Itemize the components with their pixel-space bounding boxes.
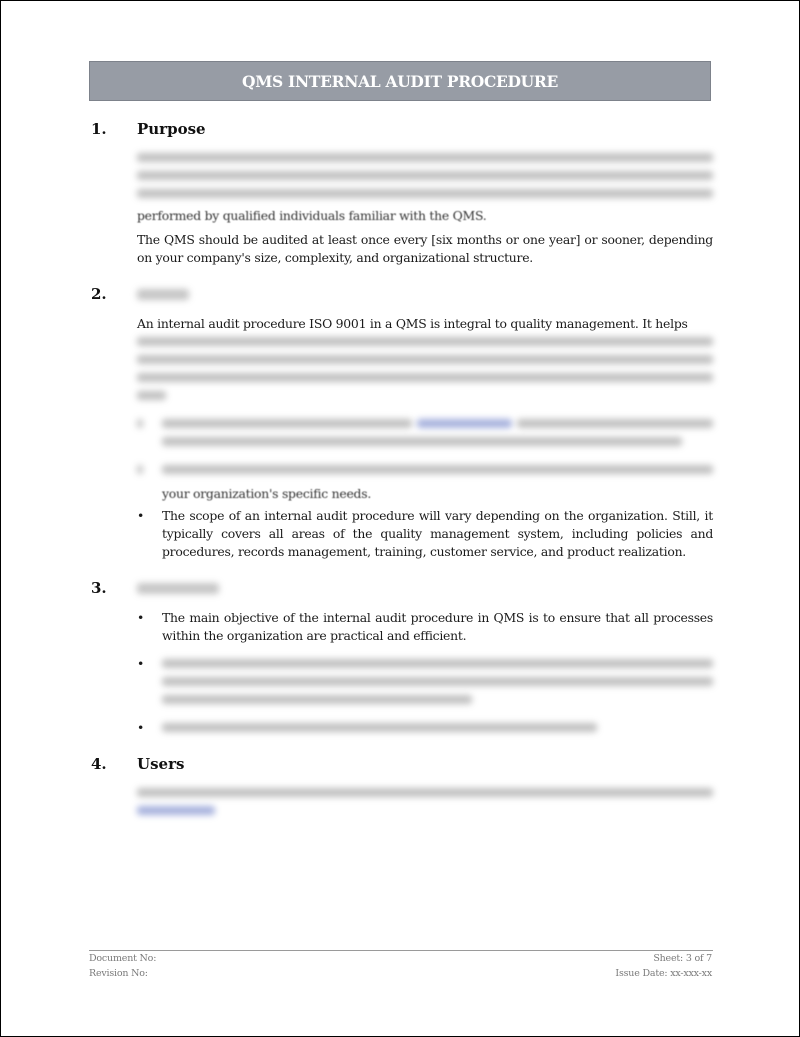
paragraph: The QMS should be audited at least once every [six months or one year] or sooner, depending on your company's size, complexity, and organizational structure.	[137, 232, 713, 265]
blurred-bullet-list	[137, 419, 713, 485]
issue-date: Issue Date: xx-xxx-xx	[615, 968, 712, 979]
list-item-text: The scope of an internal audit procedure will vary depending on the organization. Still, it typically covers all areas of the quality management system, including policies and procedures, records management, training, customer service, and product realization.	[162, 508, 713, 559]
paragraph: An internal audit procedure ISO 9001 in a QMS is integral to quality management. It helps	[137, 316, 688, 331]
section-title: Purpose	[137, 120, 206, 138]
blurred-section-title	[137, 289, 189, 300]
section-number: 1.	[91, 120, 107, 138]
section-title: Users	[137, 755, 185, 773]
section-number: 2.	[91, 285, 107, 303]
document-title: QMS INTERNAL AUDIT PROCEDURE	[242, 71, 558, 91]
document-number-label: Document No:	[89, 953, 157, 964]
section-number: 4.	[91, 755, 107, 773]
blurred-paragraph	[137, 153, 713, 207]
list-item-text: The main objective of the internal audit procedure in QMS is to ensure that all processes within the organization are practical and efficient.	[162, 610, 713, 643]
revision-number-label: Revision No:	[89, 968, 148, 979]
bullet-icon: •	[137, 656, 145, 671]
blurred-paragraph	[137, 337, 713, 409]
document-title-bar	[89, 61, 711, 101]
blurred-bullet-list	[137, 657, 713, 741]
blurred-section-title	[137, 583, 219, 594]
bullet-icon: •	[137, 610, 145, 625]
partially-hidden-line: performed by qualified individuals familiar with the QMS.	[137, 208, 487, 223]
footer-divider	[89, 950, 713, 951]
partially-hidden-line: your organization's specific needs.	[162, 486, 372, 501]
section-number: 3.	[91, 579, 107, 597]
bullet-icon: •	[137, 508, 145, 523]
blurred-paragraph	[137, 788, 713, 824]
sheet-number: Sheet: 3 of 7	[653, 953, 712, 964]
bullet-icon: •	[137, 720, 145, 735]
